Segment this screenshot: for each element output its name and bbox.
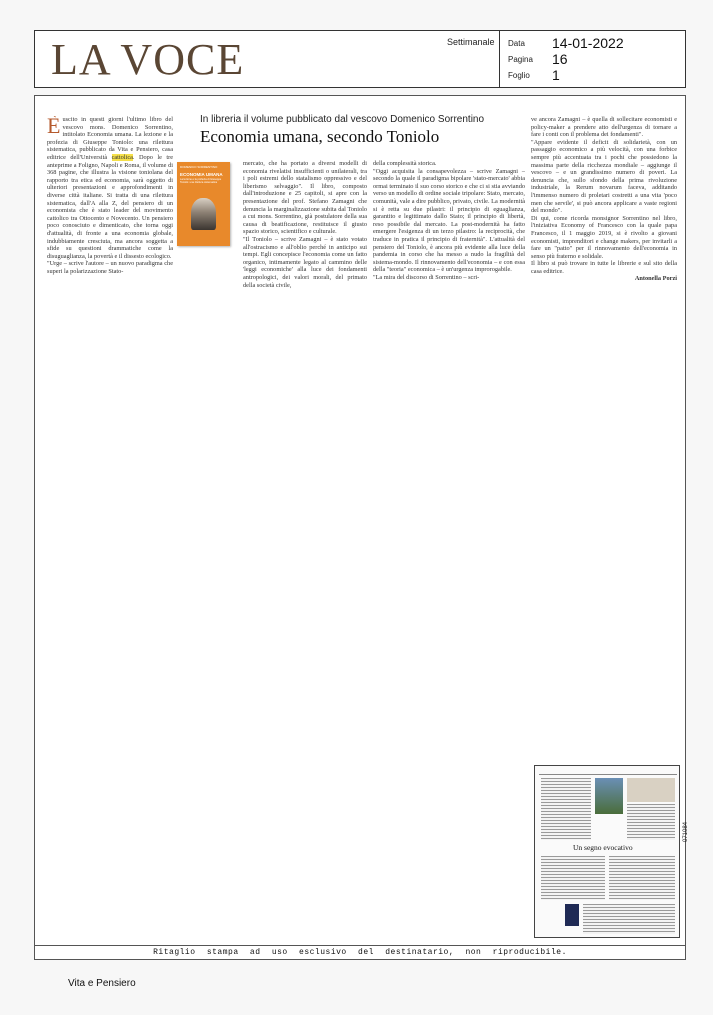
article-kicker: In libreria il volume pubblicato dal vescovo Domenico Sorrentino [200,114,485,125]
col4-text-a: ve ancora Zamagni – è quella di sollecitare economisti e policy-maker a prendere atto dell'urgenza di tornare a fare i conti con il problema dei fondamenti". [531,116,677,139]
page-thumbnail [534,765,680,938]
thumb-caption: Un segno evocativo [573,843,633,852]
article-column-1 [47,116,173,372]
masthead-header [34,30,686,88]
col1-text-c: "Urge – scrive l'autore – un nuovo paradigma che superi la polarizzazione Stato- [47,260,173,275]
thumb-text-block-3 [541,856,605,900]
book-author: DOMENICO SORRENTINO [180,165,218,169]
thumb-photo-2 [627,778,675,802]
thumb-text-block-2 [627,804,675,840]
col3-text-c: "La mira del discorso di Sorrentino – scri- [373,273,480,281]
thumb-text-block [541,778,591,840]
col4-text-b: "Appare evidente il deficit di solidarietà, con un passaggio economico a più velocità, con una forbice sempre più accentuata tra i pochi che possiedono la massima parte della ricchezza mondiale – aggiunge il vescovo – e un grandissimo numero di poveri. La denuncia che, sullo sfondo della prima rivoluzione industriale, la Rerum novarum faceva, additando l'immenso numero di proletari costretti a una vita 'poco men che servile', si può ancora applicare a vaste regioni del mondo". [531,138,677,215]
side-code: 071084 [683,821,689,842]
book-cover-image [177,162,230,246]
thumb-text-block-4 [609,856,675,900]
article-headline: Economia umana, secondo Toniolo [200,127,440,146]
col4-text-c: Di qui, come ricorda monsignor Sorrentino nel libro, l'iniziativa Economy of Francesco con la quale papa Francesco, il 1 maggio 2019, si è rivolto a giovani economisti, imprenditori e change makers, per invitarli a fare un "patto" per il rinnovamento dell'economia in senso più fraterno e solidale. [531,214,677,260]
col1-text-a: uscito in questi giorni l'ultimo libro del vescovo mons. Domenico Sorrentino, intitolato Economia umana. La lezione e la profezia di Giuseppe Toniolo: una rilettura sistematica, pubblicato da Vita e Pensiero, casa editrice dell'Università [47,116,173,161]
article-column-4 [531,116,677,374]
date-value: 14-01-2022 [552,35,624,51]
sheet-label: Foglio [508,71,530,80]
article-column-3 [373,160,525,374]
drop-cap: È [47,116,61,138]
page-label: Pagina [508,55,533,64]
col1-text-b: . Dopo le tre anteprime a Foligno, Napoli e Roma, il volume di 368 pagine, che illustra la visione toniolana del rapporto tra etica ed economia, sarà oggetto di ulteriori presentazioni e approfondimenti in diverse città italiane. Si tratta di una rilettura sistematica, dall'A alla Z, del pensiero di un economista che è stato leader del movimento cattolico tra Ottocento e Novecento. Un pensiero poco conosciuto e dimenticato, che torna oggi d'attualità, di fronte a una economia globale, indubbiamente cresciuta, ma ancora soggetta a sfide su questioni drammatiche come la disuguaglianza, la povertà e il dissesto ecologico. [47,153,173,260]
thumb-rule [539,774,677,775]
thumb-text-block-5 [583,904,675,934]
frequency-label: Settimanale [447,37,495,47]
date-label: Data [508,39,525,48]
book-portrait [191,198,216,230]
book-title: ECONOMIA UMANA [180,172,223,177]
newspaper-logo: LA VOCE [51,35,245,84]
thumb-photo-3 [565,904,579,926]
sheet-value: 1 [552,67,560,83]
thumb-photo [595,778,623,814]
book-subtitle: La lezione e la profezia di Giuseppe Toniolo: una rilettura sistematica [180,178,222,184]
reproduction-notice: Ritaglio stampa ad uso esclusivo del destinatario, non riproducibile. [34,946,686,960]
article-signature: Antonella Porzi [634,275,677,283]
issue-meta [499,31,687,87]
col3-text-a: della complessità storica. [373,160,437,167]
source-label: Vita e Pensiero [68,978,136,989]
col2-text-b: "Il Toniolo – scrive Zamagni – è stato votato all'ostracismo e all'oblio perché in anticipo sui tempi. Egli concepisce l'economia come un fatto organico, intimamente legato al cammino delle 'leggi economiche' alla luce dei fondamenti antropologici, dei valori morali, del primato della società civile, [243,235,367,289]
page-value: 16 [552,51,568,67]
col4-text-d: Il libro si può trovare in tutte le librerie e sul sito della casa editrice. [531,260,677,275]
article-column-2 [243,160,367,374]
article-clipping [34,95,686,946]
highlighted-word: cattolica [111,153,133,161]
col2-text-a: mercato, che ha portato a diversi modelli di economia rivelatisi insufficienti o unilaterali, tra i poli estremi dello statalismo oppressivo e del liberismo selvaggio". Il libro, composto dall'introduzione e 25 capitoli, si apre con la presentazione del prof. Stefano Zamagni che denuncia la marginalizzazione subita dal Toniolo a cui mons. Sorrentino, già postulatore della sua causa di beatificazione, restituisce il giusto spazio storico, scientifico e culturale. [243,160,367,236]
col3-text-b: "Oggi acquisita la consapevolezza – scrive Zamagni – secondo la quale il paradigma bipolare 'stato-mercato' abbia ormai terminato il suo corso storico e che ci si stia avviando verso un modello di ordine sociale tripolare: Stato, mercato, comunità, vale a dire pubblico, privato, civile. La modernità si è retta su due pilastri: il principio di eguaglianza, garantito e legittimato dallo Stato; il principio di libertà, reso possibile dal mercato. La post-modernità ha fatto emergere l'esigenza di un terzo pilastro: la reciprocità, che traduce in pratica il principio di fraternità". L'attualità del pensiero del Toniolo, è ancora più evidente alla luce della pandemia in corso che ha messo a nudo la fragilità del sistema-mondo. Il rinnovamento dell'economia – e con essa della "teoria" economica – è un'urgenza improrogabile. [373,167,525,274]
